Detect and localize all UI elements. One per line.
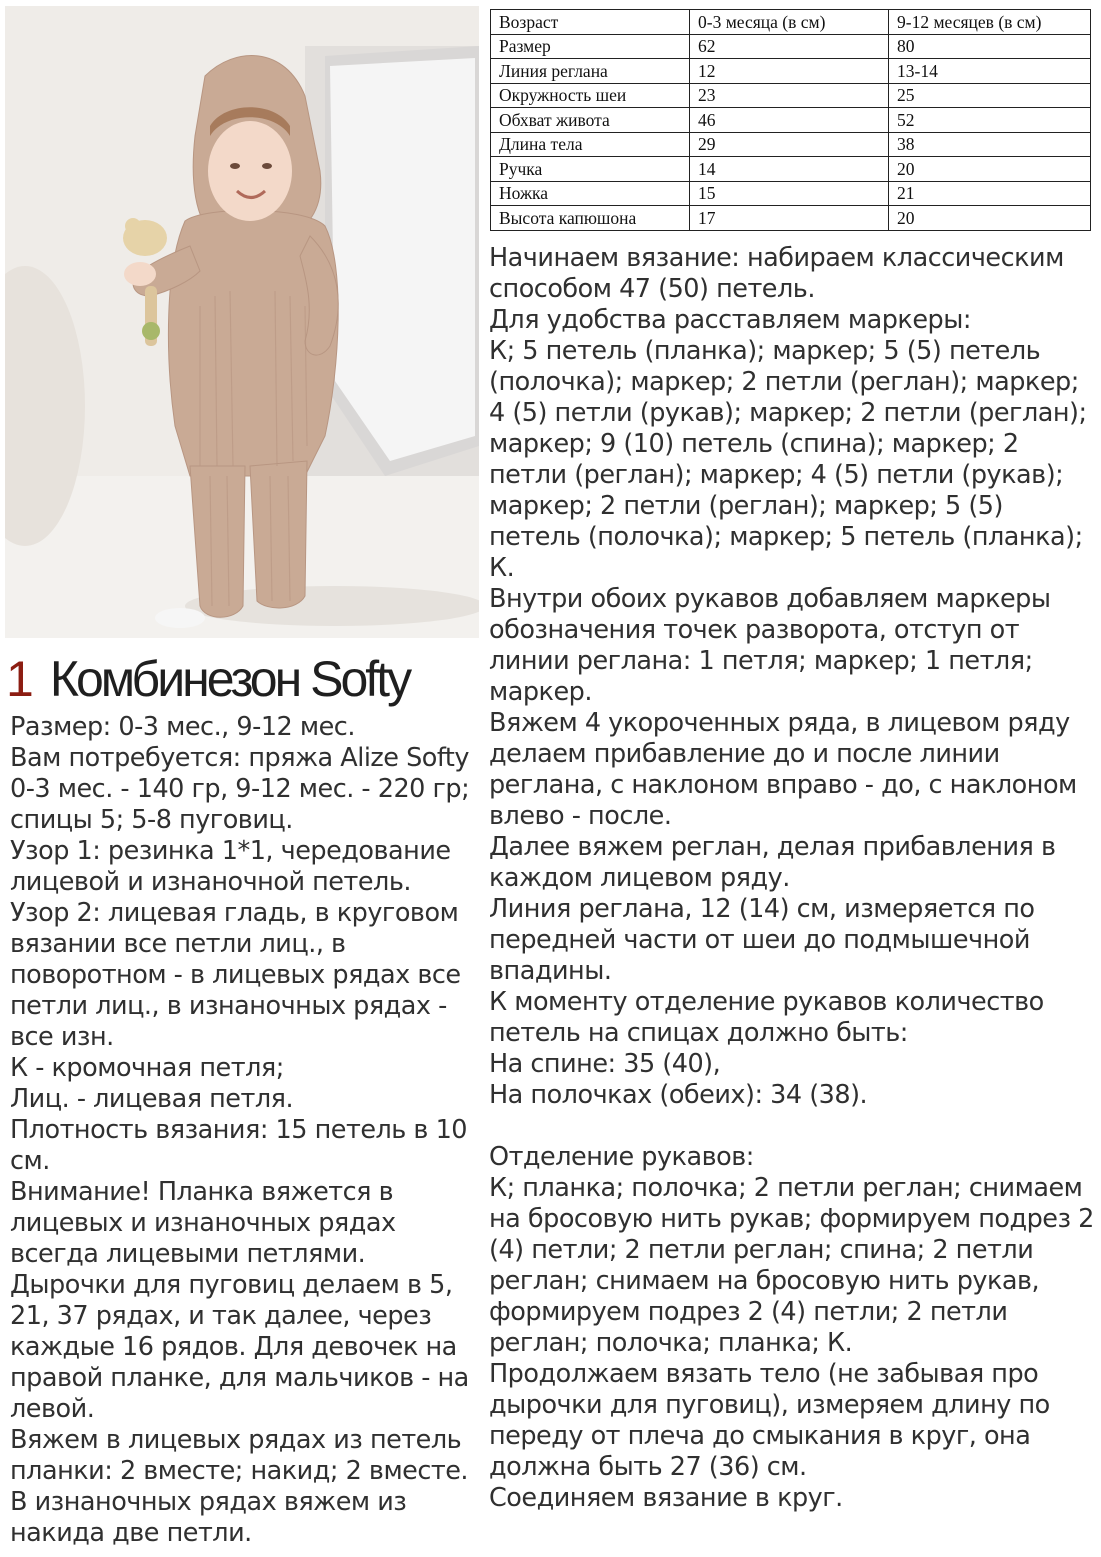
table-cell: 62 <box>690 34 889 59</box>
paragraph: Вяжем 4 укороченных ряда, в лицевом ряду делаем прибавление до и после линии реглана, с наклоном вправо - до, с наклоном влево - после. <box>489 708 1077 831</box>
table-cell: 25 <box>889 83 1091 108</box>
table-cell: Линия реглана <box>491 59 690 84</box>
table-cell: 15 <box>690 181 889 206</box>
paragraph: В изнаночных рядах вяжем из накида две петли. <box>10 1487 407 1548</box>
paragraph: К; планка; полочка; 2 петли реглан; снимаем на бросовую нить рукав; формируем подрез 2 (4) петли; 2 петли реглан; спина; 2 петли реглан; снимаем на бросовую нить рукав, формируем подрез 2 (4) петли; 2 петли реглан; полочка; планка; К. <box>489 1173 1094 1358</box>
table-cell: 23 <box>690 83 889 108</box>
paragraph: К - кромочная петля; <box>10 1053 284 1083</box>
table-row <box>491 59 1091 84</box>
table-cell: 20 <box>889 157 1091 182</box>
size-table <box>490 9 1091 231</box>
table-row <box>491 157 1091 182</box>
paragraph: Для удобства расставляем маркеры: <box>489 305 971 335</box>
table-cell: 17 <box>690 206 889 231</box>
paragraph: Узор 1: резинка 1*1, чередование лицевой и изнаночной петель. <box>10 836 451 897</box>
table-cell: 12 <box>690 59 889 84</box>
paragraph: Внутри обоих рукавов добавляем маркеры обозначения точек разворота, отступ от линии реглана: 1 петля; маркер; 1 петля; маркер. <box>489 584 1051 707</box>
paragraph: На спине: 35 (40), <box>489 1049 721 1079</box>
table-cell: Возраст <box>491 10 690 35</box>
paragraph: Плотность вязания: 15 петель в 10 см. <box>10 1115 468 1176</box>
table-row <box>491 132 1091 157</box>
table-cell: 29 <box>690 132 889 157</box>
table-cell: 20 <box>889 206 1091 231</box>
paragraph: Отделение рукавов: <box>489 1142 754 1172</box>
photo-illustration <box>5 6 479 638</box>
page-title <box>6 648 486 710</box>
paragraph: Узор 2: лицевая гладь, в круговом вязании все петли лиц., в поворотном - в лицевых рядах все петли лиц., в изнаночных рядах - все изн. <box>10 898 461 1052</box>
table-cell: 21 <box>889 181 1091 206</box>
paragraph: Вяжем в лицевых рядах из петель планки: 2 вместе; накид; 2 вместе. <box>10 1425 469 1486</box>
table-cell: Обхват живота <box>491 108 690 133</box>
table-cell: 13-14 <box>889 59 1091 84</box>
instructions-column <box>489 243 1095 1514</box>
paragraph: Далее вяжем реглан, делая прибавления в каждом лицевом ряду. <box>489 832 1056 893</box>
table-cell: 0-3 месяца (в см) <box>690 10 889 35</box>
table-cell: Ножка <box>491 181 690 206</box>
paragraph-gap <box>489 1111 1095 1142</box>
paragraph: К моменту отделение рукавов количество петель на спицах должно быть: <box>489 987 1044 1048</box>
paragraph: Начинаем вязание: набираем классическим способом 47 (50) петель. <box>489 243 1064 304</box>
table-cell: 52 <box>889 108 1091 133</box>
table-cell: Размер <box>491 34 690 59</box>
table-row <box>491 83 1091 108</box>
table-cell: Окружность шеи <box>491 83 690 108</box>
table-cell: 80 <box>889 34 1091 59</box>
paragraph: Дырочки для пуговиц делаем в 5, 21, 37 рядах, и так далее, через каждые 16 рядов. Для девочек на правой планке, для мальчиков - на левой. <box>10 1270 469 1424</box>
paragraph: Внимание! Планка вяжется в лицевых и изнаночных рядах всегда лицевыми петлями. <box>10 1177 396 1269</box>
title-number: 1 <box>6 651 34 707</box>
paragraph: Продолжаем вязать тело (не забывая про дырочки для пуговиц), измеряем длину по переду от плеча до смыкания в круг, она должна быть 27 (36) см. <box>489 1359 1050 1482</box>
table-cell: 14 <box>690 157 889 182</box>
table-cell: Высота капюшона <box>491 206 690 231</box>
table-row <box>491 206 1091 231</box>
table-cell: Длина тела <box>491 132 690 157</box>
table-cell: 9-12 месяцев (в см) <box>889 10 1091 35</box>
baby-suit-photo <box>5 6 479 638</box>
paragraph: Соединяем вязание в круг. <box>489 1483 843 1513</box>
materials-column <box>10 712 482 1549</box>
table-header-row <box>491 10 1091 35</box>
table-cell: 38 <box>889 132 1091 157</box>
title-text: Комбинезон Softy <box>49 651 410 707</box>
paragraph: Лиц. - лицевая петля. <box>10 1084 294 1114</box>
paragraph: На полочках (обеих): 34 (38). <box>489 1080 868 1110</box>
paragraph: Размер: 0-3 мес., 9-12 мес. <box>10 712 355 742</box>
table-row <box>491 181 1091 206</box>
table-cell: Ручка <box>491 157 690 182</box>
paragraph: Линия реглана, 12 (14) см, измеряется по передней части от шеи до подмышечной впадины. <box>489 894 1035 986</box>
paragraph: Вам потребуется: пряжа Alize Softy 0-3 мес. - 140 гр, 9-12 мес. - 220 гр; спицы 5; 5-8 пуговиц. <box>10 743 470 835</box>
table-cell: 46 <box>690 108 889 133</box>
paragraph: К; 5 петель (планка); маркер; 5 (5) петель (полочка); маркер; 2 петли (реглан); маркер; 4 (5) петли (рукав); маркер; 2 петли (реглан); маркер; 9 (10) петель (спина); маркер; 2 петли (реглан); маркер; 4 (5) петли (рукав); маркер; 2 петли (реглан); маркер; 5 (5) петель (полочка); маркер; 5 петель (планка); К. <box>489 336 1087 583</box>
table-row <box>491 108 1091 133</box>
table-row <box>491 34 1091 59</box>
